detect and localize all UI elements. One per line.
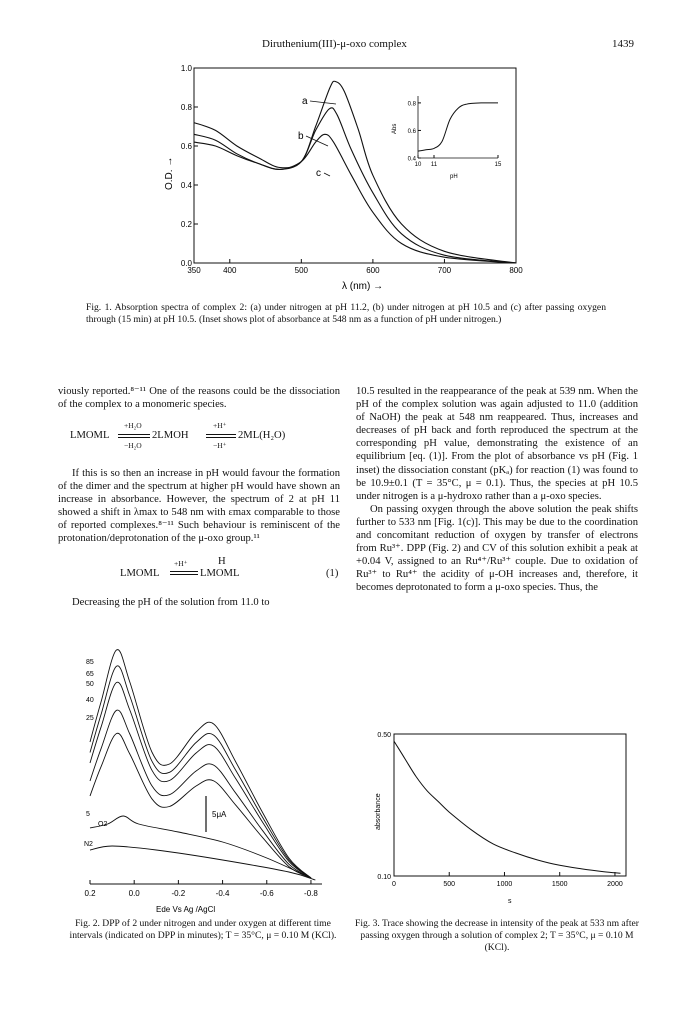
inset-xtick-label: 11 [430, 162, 438, 168]
fig3-frame [394, 734, 626, 876]
fig1-ylabel: O.D. → [164, 156, 175, 190]
fig3-ytick-label: 0.50 [377, 732, 391, 739]
fig1-ytick-label: 0.6 [180, 142, 192, 151]
fig2-curve-label: 40 [86, 697, 94, 704]
right-paragraph-2: On passing oxygen through the above solution the peak shifts further to 533 nm [Fig. 1(c)]. This may be due to the coordination and concomitant reduction of oxygen by transfer of electrons from Ru³⁺. DPP (Fig. 2) and CV of this solution exhibit a peak at +0.04 V, assigned to an Ru⁴⁺/Ru³⁺ couple. Due to oxidation of Ru³⁺ to Ru⁴⁺ the acidity of μ-OH increases and, therefore, it becomes deprotonated to form a μ-oxo species. Thus, the [356, 503, 638, 594]
inset-xlabel: pH [450, 174, 458, 180]
left-column-2 [58, 467, 340, 546]
equation-dissociation: LMOML +H₂O −H₂O 2LMOH +H⁺ −H⁺ 2ML(H₂O) [70, 421, 286, 450]
fig1-ytick-label: 0.0 [180, 259, 192, 268]
fig2-xtick-label: -0.2 [171, 889, 186, 898]
fig1-ytick-label: 0.8 [180, 103, 192, 112]
fig3-xtick-label: 0 [392, 881, 396, 888]
fig2-trace-o2 [90, 816, 311, 878]
fig1-ytick-label: 0.4 [180, 181, 192, 190]
fig2-xtick-label: 0.0 [128, 889, 140, 898]
left-column-3 [58, 596, 340, 609]
fig2-curve-label: 25 [86, 715, 94, 722]
left-paragraph-2: If this is so then an increase in pH would favour the formation of the dimer and the spectrum at higher pH would have shown an increase in absorbance. However, the spectrum of 2 at pH 11 showed a shift in λmax to 548 nm with εmax comparable to those of reported complexes.⁸⁻¹¹ Such behaviour is reminiscent of the protonation/deprotonation of the μ-oxo group.¹¹ [58, 468, 340, 545]
fig2-curve-label: 5 [86, 811, 90, 818]
fig1-curves [194, 81, 516, 263]
fig1-series-a [194, 81, 516, 263]
equilibrium-arrow-2b [206, 437, 236, 438]
inset-ylabel: Abs [392, 123, 398, 134]
fig3-ytick-label: 0.10 [377, 874, 391, 881]
fig3-ylabel: absorbance [375, 793, 382, 830]
fig3-trace [394, 741, 621, 873]
inset-ytick-label: 0.6 [407, 128, 416, 135]
equilibrium-arrow-3b [170, 574, 198, 575]
fig1-xtick-label: 600 [366, 266, 380, 275]
fig2-caption: Fig. 2. DPP of 2 under nitrogen and under oxygen at different time intervals (indicated on DPP in minutes); T = 35°C, μ = 0.10 M (KCl). [69, 918, 337, 941]
fig3-caption: Fig. 3. Trace showing the decrease in intensity of the peak at 533 nm after passing oxygen through a solution of complex 2; T = 35°C, μ = 0.10 M (KCl). [354, 918, 639, 953]
fig2-curve-label: N2 [84, 841, 93, 848]
fig1-xlabel: λ (nm) → [342, 281, 384, 292]
fig1-frame [194, 68, 516, 263]
right-column [356, 385, 638, 595]
curve-label-c-leader [324, 173, 330, 176]
fig2-curve-label: 85 [86, 659, 94, 666]
fig2-x-axis [84, 880, 318, 898]
inset-xtick-label: 10 [414, 162, 422, 168]
equilibrium-arrow-1 [118, 434, 150, 435]
fig2-xtick-label: -0.8 [304, 889, 318, 898]
fig1-series-b [194, 108, 516, 263]
curve-label-a-leader [310, 101, 336, 104]
fig1-x-axis [187, 259, 523, 275]
inset-xtick-label: 15 [494, 162, 502, 168]
fig1-y-axis [181, 64, 198, 268]
fig1-ytick-label: 1.0 [180, 64, 192, 73]
fig1-xtick-label: 700 [437, 266, 452, 275]
left-paragraph-3: Decreasing the pH of the solution from 11.0 to [72, 597, 270, 608]
fig3-xtick-label: 1500 [551, 881, 568, 888]
fig2-curve-labels [84, 659, 107, 848]
fig2-xtick-label: 0.2 [84, 889, 96, 898]
right-paragraph-1: 10.5 resulted in the reappearance of the peak at 539 nm. When the pH of the complex solution was again adjusted to 11.0 (addition of NaOH) the peak at 548 nm reappeared. Thus, increases and decreases of pH back and forth reproduced the spectrum at the corresponding pH value, demonstrating the existence of an equilibrium [eq. (1)]. From the plot of absorbance vs pH (Fig. 1 inset) the dissociation constant (pKₐ) for reaction (1) was found to be 10.9±0.1 (T = 35°C, μ = 0.1). Thus, the species at pH 10.5 under nitrogen is a μ-hydroxo rather than a μ-oxo species. [356, 386, 638, 502]
fig2-chart [78, 620, 340, 920]
curve-label-c: c [316, 168, 321, 179]
fig2-trace [90, 710, 311, 878]
fig2-curve-label: 50 [86, 681, 94, 688]
fig1-ytick-label: 0.2 [180, 220, 192, 229]
fig3-chart [358, 728, 638, 908]
fig3-axes [377, 732, 622, 888]
fig1-xtick-label: 350 [187, 266, 201, 275]
equilibrium-arrow-2 [206, 434, 236, 435]
fig1-xtick-label: 400 [223, 266, 237, 275]
equilibrium-arrow-3 [170, 571, 198, 572]
fig3-xtick-label: 2000 [607, 881, 623, 888]
fig1-chart [150, 60, 530, 295]
inset-ytick-label: 0.8 [407, 101, 416, 108]
fig2-curves [90, 650, 315, 880]
fig1-series-c [194, 134, 516, 263]
inset-ytick-label: 0.4 [407, 156, 416, 163]
curve-label-b: b [298, 131, 304, 142]
equation-1: LMOML +H⁺ H LMOML (1) [120, 556, 339, 579]
fig1-xtick-label: 800 [509, 266, 523, 275]
fig3-xtick-label: 500 [443, 881, 456, 888]
fig2-trace [90, 682, 311, 878]
left-column [58, 385, 340, 411]
fig3-xtick-label: 1000 [496, 881, 513, 888]
fig2-xtick-label: -0.4 [215, 889, 230, 898]
fig1-caption: Fig. 1. Absorption spectra of complex 2: (a) under nitrogen at pH 11.2, (b) under nitrogen at pH 10.5 and (c) after passing oxygen through (15 min) at pH 10.5. (Inset shows plot of absorbance at 548 nm as a function of pH under nitrogen.) [86, 302, 606, 325]
fig1-xtick-label: 500 [294, 266, 309, 275]
inset-series [418, 103, 498, 151]
fig2-curve-label: 65 [86, 671, 94, 678]
fig2-xlabel: Ede Vs Ag /AgCl [156, 905, 216, 914]
left-paragraph-1: viously reported.⁸⁻¹¹ One of the reasons could be the dissociation of the complex to a monomeric species. [58, 386, 340, 411]
page-number: 1439 [612, 38, 634, 50]
curve-label-a: a [302, 96, 308, 107]
fig1-inset [392, 96, 502, 180]
fig2-scale-label: 5μA [212, 810, 227, 819]
fig2-xtick-label: -0.6 [259, 889, 274, 898]
running-title: Diruthenium(III)-μ-oxo complex [262, 38, 407, 50]
equilibrium-arrow-1b [118, 437, 150, 438]
fig3-xlabel: s [508, 898, 512, 905]
fig2-curve-label: O2 [98, 821, 108, 828]
